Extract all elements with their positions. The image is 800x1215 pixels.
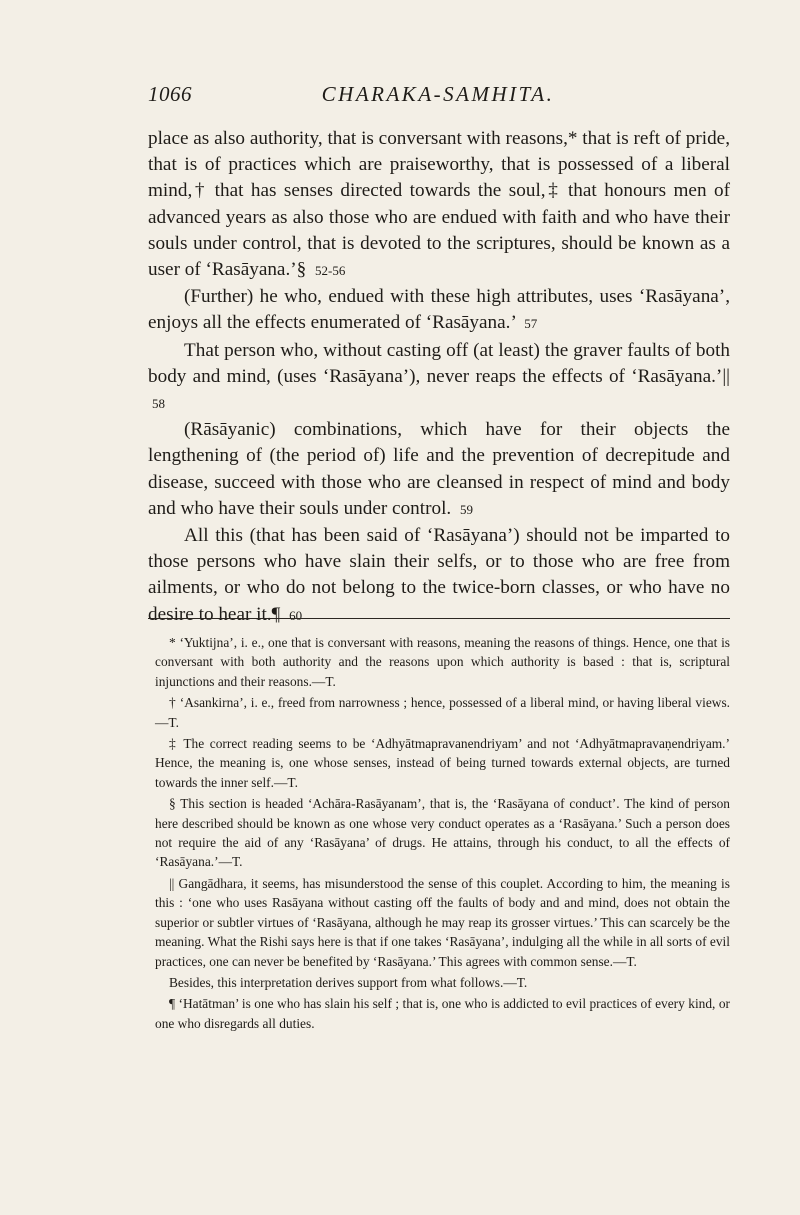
footnote: † ‘Asankirna’, i. e., freed from narrowness ; hence, possessed of a liberal mind, or having liberal views.—T. xyxy=(155,695,730,730)
verse-number: 52-56 xyxy=(315,263,346,279)
footnote: § This section is headed ‘Achāra-Rasāyanam’, that is, the ‘Rasāyana of conduct’. The kind of person here described should be known as one whose very conduct operates as a ‘Rasāyana.’ Such a person does not require the aid of any ‘Rasāyana’ of drugs. He attains, through his conduct, to all the effects of ‘Rasāyana.’—T. xyxy=(155,796,730,870)
page-number: 1066 xyxy=(148,82,192,106)
footnote: Besides, this interpretation derives support from what follows.—T. xyxy=(169,974,528,990)
paragraph xyxy=(148,523,730,629)
paragraph-text: That person who, without casting off (at least) the graver faults of both body and mind, (uses ‘Rasāyana’), never reaps the effects of ‘Rasāyana.’|| xyxy=(148,339,730,387)
verse-number: 58 xyxy=(152,396,165,412)
footnote: || Gangādhara, it seems, has misunderstood the sense of this couplet. According to him, the meaning is this : ‘one who uses Rasāyana without casting off the faults of body and and mind, does not obtain the superior or subtler virtues of ‘Rasāyana, although he may reap its grosser virtues.’ This can scarcely be the meaning. What the Rishi says here is that if one takes ‘Rasāyana’, indulging all the while in all sorts of evil practices, one can never be benefited by ‘Rasāyana.’ This agrees with common sense.—T. xyxy=(155,875,730,969)
main-text xyxy=(148,126,730,629)
paragraph xyxy=(148,126,730,284)
verse-number: 57 xyxy=(524,316,538,332)
footnote-divider xyxy=(148,618,730,619)
paragraph-text: (Further) he who, endued with these high attributes, uses ‘Rasāyana’, enjoys all the effects enumerated of ‘Rasāyana.’ xyxy=(148,286,730,334)
paragraph xyxy=(148,417,730,523)
footnote: ¶ ‘Hatātman’ is one who has slain his self ; that is, one who is addicted to evil practices of every kind, or one who disregards all duties. xyxy=(155,996,730,1031)
verse-number: 59 xyxy=(460,501,473,517)
paragraph-text: (Rāsāyanic) combinations, which have for their objects the lengthening of (the period of) life and the prevention of decrepitude and disease, succeed with those who are cleansed in respect of mind and body and who have their souls under control. xyxy=(148,419,730,519)
footnotes xyxy=(155,633,730,1035)
page-header xyxy=(148,82,728,112)
paragraph xyxy=(148,284,730,337)
running-title: CHARAKA-SAMHITA. xyxy=(321,82,555,106)
paragraph xyxy=(148,338,730,418)
verse-number: 60 xyxy=(289,607,303,623)
paragraph-text: place as also authority, that is conversant with reasons,* that is reft of pride, that is of practices which are praiseworthy, that is possessed of a liberal mind,† that has senses directed towards the soul,‡ that honours men of advanced years as also those who are endued with faith and who have their souls under control, that is devoted to the scriptures, should be known as a user of ‘Rasāyana.’§ xyxy=(148,128,730,281)
footnote: * ‘Yuktijna’, i. e., one that is conversant with reasons, meaning the reasons of things. Hence, one that is conversant with both authority and the reasons upon which authority is based : that is, scriptural injunctions and their reasons.—T. xyxy=(155,635,730,689)
paragraph-text: All this (that has been said of ‘Rasāyana’) should not be imparted to those persons who have slain their selfs, or to those who are free from ailments, or who do not belong to the twice-born classes, or who have no desire to hear it.¶ xyxy=(148,525,730,625)
footnote: ‡ The correct reading seems to be ‘Adhyātmapravanendriyam’ and not ‘Adhyātmapravaṇendriyam.’ Hence, the meaning is, one whose senses, instead of being turned towards external objects, are turned towards the inner self.—T. xyxy=(155,736,730,790)
